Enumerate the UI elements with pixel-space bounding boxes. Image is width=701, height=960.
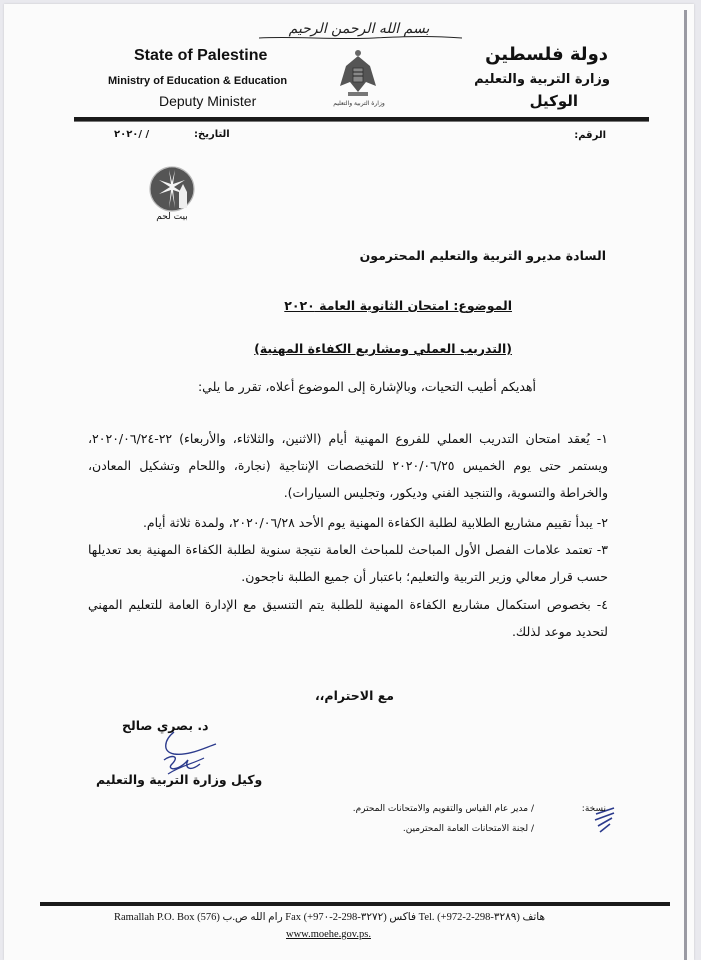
letter-page xyxy=(4,4,694,960)
cc-recipient-1: / مدير عام القياس والتقويم والامتحانات المحترم. xyxy=(352,804,534,814)
greeting-line: أهديكم أطيب التحيات، وبالإشارة إلى الموضوع أعلاه، تقرر ما يلي: xyxy=(197,379,536,394)
footer-website-link[interactable]: www.moehe.gov.ps. xyxy=(286,929,371,940)
footer-divider xyxy=(40,902,670,906)
basmala-calligraphy: بسم الله الرحمن الرحيم xyxy=(288,21,430,37)
header-divider xyxy=(74,117,649,122)
footer-contact: Ramallah P.O. Box (576) رام الله ص.ب Fax (+97٠-2-298-٣٢٧٢) فاكس Tel. (+972-2-298-٣٢٨٩) هاتف xyxy=(114,912,546,923)
en-ministry-name: Ministry of Education & Education xyxy=(108,75,288,87)
basmala-flourish xyxy=(254,16,464,42)
eagle-emblem-icon xyxy=(336,46,380,106)
signatory-name: د. بصري صالح xyxy=(122,718,209,733)
date-value: / /٢٠٢٠ xyxy=(114,129,150,140)
decision-item-1: ١- يُعقد امتحان التدريب العملي للفروع المهنية أيام (الاثنين، والثلاثاء، والأربعاء) ٢٢-٢٠٢٠/٠٦/٢٤، ويستمر حتى يوم الخميس ٢٠٢٠/٠٦/٢٥ للتخصصات الإنتاجية (نجارة، واللحام وتشكيل المعادن، والخراطة والتسوية، والتنجيد الفني وديكور، وتجليس السيارات). xyxy=(88,431,608,500)
signatory-title: وكيل وزارة التربية والتعليم xyxy=(96,772,263,787)
en-state-title: State of Palestine xyxy=(134,47,268,64)
seal-caption: بيت لحم xyxy=(156,212,188,222)
addressee-line: السادة مديرو التربية والتعليم المحترمون xyxy=(359,248,606,263)
seal-year: 2020 xyxy=(168,166,176,170)
reference-number-label: الرقم: xyxy=(574,130,606,141)
cc-recipient-2: / لجنة الامتحانات العامة المحترمين. xyxy=(402,824,534,834)
subject-line-1: الموضوع: امتحان الثانوية العامة ٢٠٢٠ xyxy=(284,298,512,313)
ar-ministry-name: وزارة التربية والتعليم xyxy=(474,72,610,87)
decision-item-3: ٣- تعتمد علامات الفصل الأول المباحث للمباحث العامة نتيجة سنوية لطلبة الكفاءة المهنية بعد تعديلها حسب قرار معالي وزير التربية والتعليم؛ باعتبار أن جميع الطلبة ناجحون. xyxy=(88,542,608,584)
ar-state-title: دولة فلسطين xyxy=(485,44,608,65)
ar-deputy-title: الوكيل xyxy=(529,92,578,110)
closing-line: مع الاحترام،، xyxy=(314,688,394,703)
decision-item-4: ٤- بخصوص استكمال مشاريع الكفاءة المهنية للطلبة يتم التنسيق مع الإدارة العامة للتعليم المهني لتحديد موعد لذلك. xyxy=(88,597,608,639)
bethlehem-seal-icon xyxy=(147,164,197,214)
en-deputy-title: Deputy Minister xyxy=(159,93,257,109)
decision-item-2: ٢- يبدأ تقييم مشاريع الطلابية لطلبة الكفاءة المهنية يوم الأحد ٢٠٢٠/٠٦/٢٨، ولمدة ثلاثة أيام. xyxy=(142,515,608,530)
date-label: التاريخ: xyxy=(194,129,230,140)
cc-label: نسخة: xyxy=(581,804,606,814)
emblem-caption: وزارة التربية والتعليم xyxy=(333,100,385,107)
subject-line-2: (التدريب العملي ومشاريع الكفاءة المهنية) xyxy=(254,341,512,356)
page-edge-frame xyxy=(684,10,687,960)
